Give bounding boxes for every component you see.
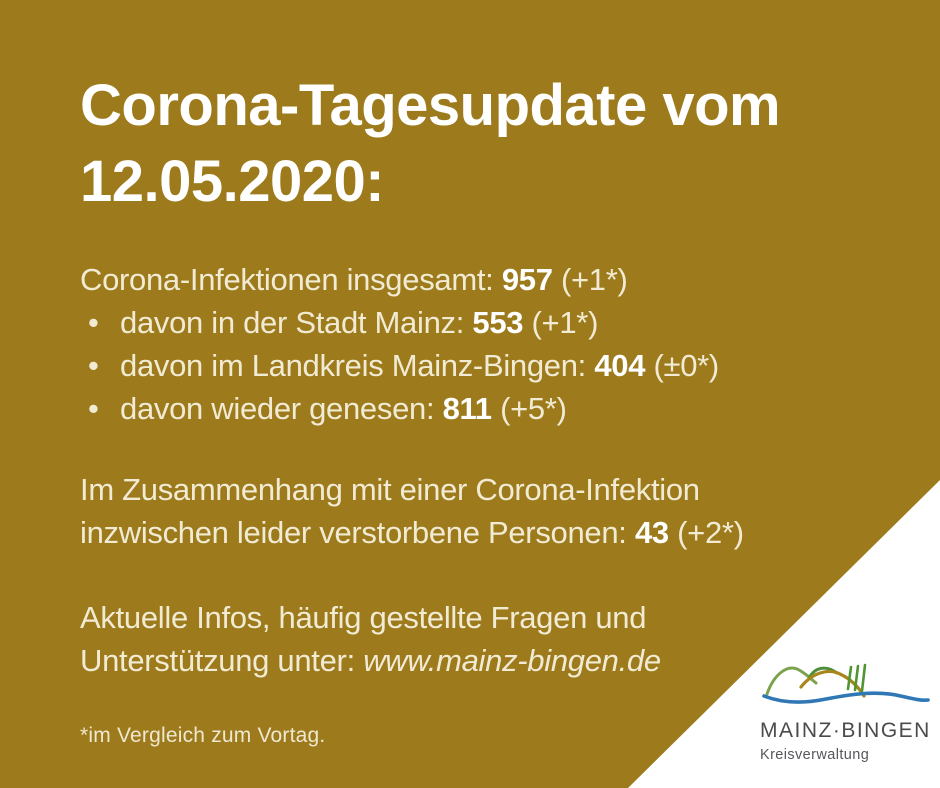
- bullet-value: 404: [594, 348, 646, 383]
- info-line1: Aktuelle Infos, häufig gestellte Fragen und: [80, 600, 647, 635]
- bullet-item-mainz: [80, 301, 719, 344]
- deaths-line2: [80, 511, 744, 554]
- stats-total-label: Corona-Infektionen insgesamt:: [80, 262, 494, 297]
- info-line2: [80, 639, 661, 682]
- infection-stats: [80, 258, 719, 430]
- deaths-line1: Im Zusammenhang mit einer Corona-Infektion: [80, 472, 700, 507]
- bullet-value: 553: [472, 305, 524, 340]
- deaths-label: inzwischen leider verstorbene Personen:: [80, 515, 627, 550]
- mainz-bingen-logo: [760, 652, 935, 763]
- mainz-bingen-logo-icon: [760, 652, 932, 710]
- bullet-item-genesen: [80, 387, 719, 430]
- bullet-label: davon in der Stadt Mainz:: [120, 305, 465, 340]
- page-title-line1: Corona-Tagesupdate vom: [80, 73, 781, 138]
- website-link[interactable]: www.mainz-bingen.de: [363, 643, 661, 678]
- info-paragraph: [80, 596, 661, 682]
- deaths-paragraph: [80, 468, 744, 554]
- stats-total-value: 957: [501, 262, 553, 297]
- page-title: [80, 68, 780, 220]
- info-prefix: Unterstützung unter:: [80, 643, 355, 678]
- deaths-delta: (+2*): [677, 515, 744, 550]
- bullet-delta: (±0*): [653, 348, 719, 383]
- deaths-value: 43: [634, 515, 669, 550]
- bullet-delta: (+1*): [531, 305, 599, 340]
- bullet-value: 811: [442, 391, 492, 426]
- logo-wordmark: MAINZ·BINGEN: [760, 719, 931, 742]
- logo-subtitle: Kreisverwaltung: [760, 747, 870, 763]
- stats-bullet-list: [80, 301, 719, 430]
- bullet-label: davon im Landkreis Mainz-Bingen:: [120, 348, 586, 383]
- bullet-label: davon wieder genesen:: [120, 391, 435, 426]
- page-title-line2: 12.05.2020:: [80, 149, 385, 214]
- footnote: *im Vergleich zum Vortag.: [80, 724, 326, 747]
- bullet-delta: (+5*): [500, 391, 567, 426]
- bullet-item-landkreis: [80, 344, 719, 387]
- stats-total-line: [80, 258, 719, 301]
- stats-total-delta: (+1*): [560, 262, 628, 297]
